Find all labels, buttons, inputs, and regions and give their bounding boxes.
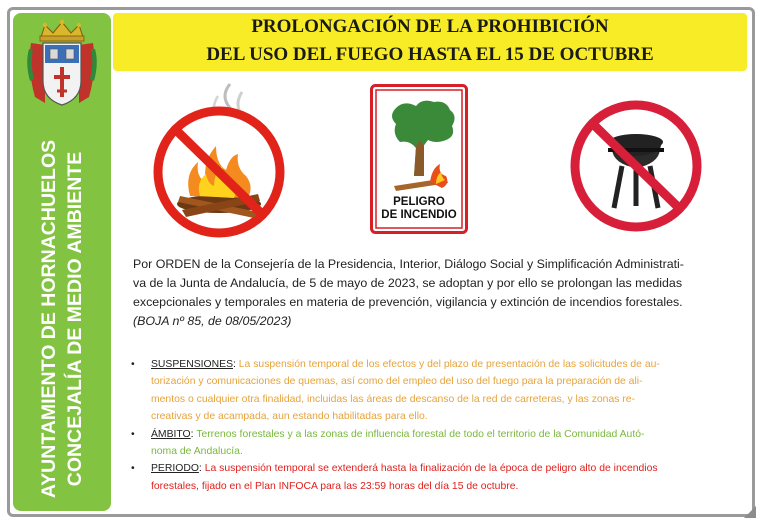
fire-danger-label bbox=[370, 196, 468, 222]
intro-line: Por ORDEN de la Consejería de la Presidencia, Interior, Diálogo Social y Simplificación Administrati- bbox=[133, 257, 684, 271]
list-item-suspensiones: • SUSPENSIONES: La suspensión temporal de los efectos y del plazo de presentación de las solicitudes de au- torización y comunicaciones de quemas, así como del empleo del uso del fuego para la preparación de ali- mentos o cualquier otra finalidad, incluidas las áreas de descanso de la red de carreteras, y las zonas re- creativas y de acampada, aun estando habilitadas para ello. bbox=[131, 356, 741, 426]
sidebar-line-2: CONCEJALÍA DE MEDIO AMBIENTE bbox=[64, 151, 86, 487]
periodo-text: forestales, fijado en el Plan INFOCA para las 23:59 horas del día 15 de octubre. bbox=[151, 480, 519, 492]
suspensiones-text: torización y comunicaciones de quemas, así como del empleo del uso del fuego para la preparación de ali- bbox=[151, 376, 643, 388]
suspensiones-text: La suspensión temporal de los efectos y del plazo de presentación de las solicitudes de au- bbox=[238, 359, 660, 370]
ambito-text: Terrenos forestales y a las zonas de influencia forestal de todo el territorio de la Comunidad Autó- bbox=[196, 428, 645, 440]
measures-list bbox=[131, 356, 741, 495]
no-barbecue-icon bbox=[568, 100, 704, 232]
intro-line: excepcionales y temporales en materia de prevención, vigilancia y extinción de incendios forestales. bbox=[133, 295, 683, 309]
boja-reference: (BOJA nº 85, de 08/05/2023) bbox=[133, 314, 292, 328]
title-line-1: PROLONGACIÓN DE LA PROHIBICIÓN bbox=[251, 16, 609, 37]
suspensiones-text: creativas y de acampada, aun estando habilitadas para ello. bbox=[151, 411, 428, 423]
fire-danger-label-line-1: PELIGRO bbox=[393, 196, 445, 208]
ambito-text: noma de Andalucía. bbox=[151, 446, 243, 458]
fire-danger-label-line-2: DE INCENDIO bbox=[381, 209, 457, 221]
page-fold-corner bbox=[744, 506, 756, 518]
intro-paragraph bbox=[133, 255, 737, 331]
list-item-periodo: • PERIODO: La suspensión temporal se extenderá hasta la finalización de la época de peligro alto de incendios forestales, fijado en el Plan INFOCA para las 23:59 horas del día 15 de octubre. bbox=[131, 460, 741, 495]
bullet-dot-icon: • bbox=[131, 359, 135, 370]
no-fire-icon bbox=[150, 78, 288, 238]
sidebar-text bbox=[36, 134, 88, 504]
suspensiones-heading: SUSPENSIONES bbox=[151, 359, 233, 370]
sidebar bbox=[13, 13, 111, 511]
periodo-heading: PERIODO bbox=[151, 463, 199, 475]
bullet-dot-icon: • bbox=[131, 428, 135, 440]
title-banner bbox=[113, 13, 747, 71]
municipal-crest-icon bbox=[23, 19, 101, 111]
sidebar-line-1: AYUNTAMIENTO DE HORNACHUELOS bbox=[38, 139, 60, 499]
suspensiones-text: mentos o cualquier otra finalidad, incluidas las áreas de descanso de la red de carreteras, y las zonas re- bbox=[151, 393, 636, 405]
title-line-2: DEL USO DEL FUEGO HASTA EL 15 DE OCTUBRE bbox=[206, 44, 654, 65]
ambito-heading: ÁMBITO bbox=[151, 428, 191, 440]
intro-line: va de la Junta de Andalucía, de 5 de mayo de 2023, se adoptan y por ello se prolongan las medidas bbox=[133, 276, 683, 290]
list-item-ambito: • ÁMBITO: Terrenos forestales y a las zonas de influencia forestal de todo el territorio de la Comunidad Autó- noma de Andalucía. bbox=[131, 426, 741, 461]
bullet-dot-icon: • bbox=[131, 463, 135, 475]
periodo-text: La suspensión temporal se extenderá hasta la finalización de la época de peligro alto de incendios bbox=[204, 463, 658, 475]
